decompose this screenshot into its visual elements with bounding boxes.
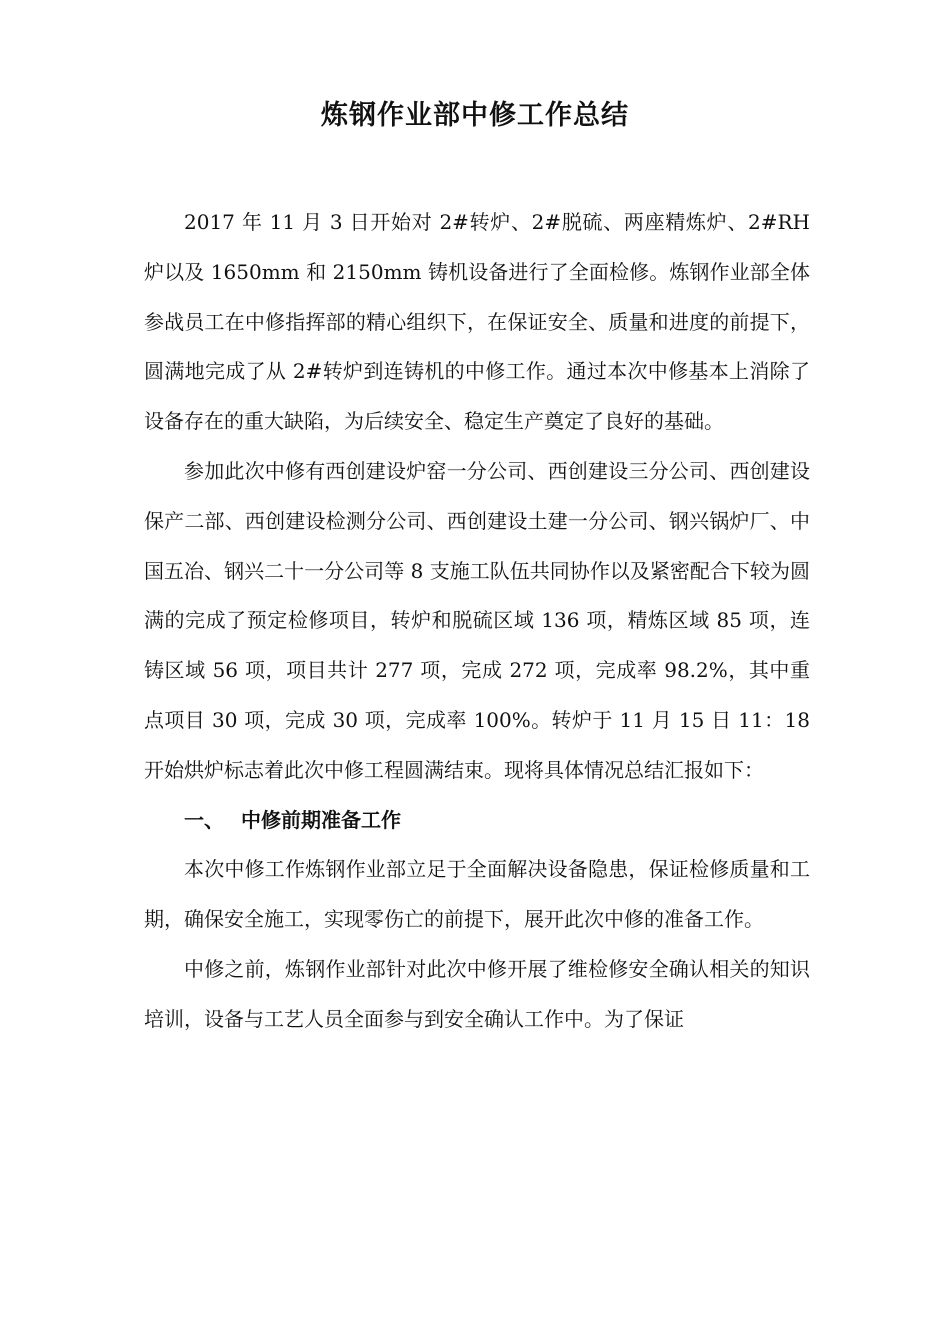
section-heading-text: 中修前期准备工作 bbox=[241, 807, 401, 832]
section-heading bbox=[144, 796, 810, 846]
section-number: 一、 bbox=[184, 807, 224, 832]
document-body bbox=[144, 198, 810, 1045]
summary-paragraph: 参加此次中修有西创建设炉窑一分公司、西创建设三分公司、西创建设保产二部、西创建设检测分公司、西创建设土建一分公司、钢兴锅炉厂、中国五冶、钢兴二十一分公司等 8 支施工队伍共同协作以及紧密配合下较为圆满的完成了预定检修项目，转炉和脱硫区域 136 项，精炼区域 85 项，连铸区域 56 项，项目共计 277 项，完成 272 项，完成率 98.2%，其中重点项目 30 项，完成 30 项，完成率 100%。转炉于 11 月 15 日 11：18 开始烘炉标志着此次中修工程圆满结束。现将具体情况总结汇报如下： bbox=[144, 458, 810, 782]
intro-paragraph: 2017 年 11 月 3 日开始对 2#转炉、2#脱硫、两座精炼炉、2#RH 炉以及 1650mm 和 2150mm 铸机设备进行了全面检修。炼钢作业部全体参战员工在中修指挥部的精心组织下，在保证安全、质量和进度的前提下，圆满地完成了从 2#转炉到连铸机的中修工作。通过本次中修基本上消除了设备存在的重大缺陷，为后续安全、稳定生产奠定了良好的基础。 bbox=[144, 210, 810, 434]
document-title: 炼钢作业部中修工作总结 bbox=[321, 100, 629, 131]
section-paragraph: 本次中修工作炼钢作业部立足于全面解决设备隐患，保证检修质量和工期，确保安全施工，实现零伤亡的前提下，展开此次中修的准备工作。 bbox=[144, 857, 810, 932]
section-paragraph: 中修之前，炼钢作业部针对此次中修开展了维检修安全确认相关的知识培训，设备与工艺人员全面参与到安全确认工作中。为了保证 bbox=[144, 956, 810, 1031]
